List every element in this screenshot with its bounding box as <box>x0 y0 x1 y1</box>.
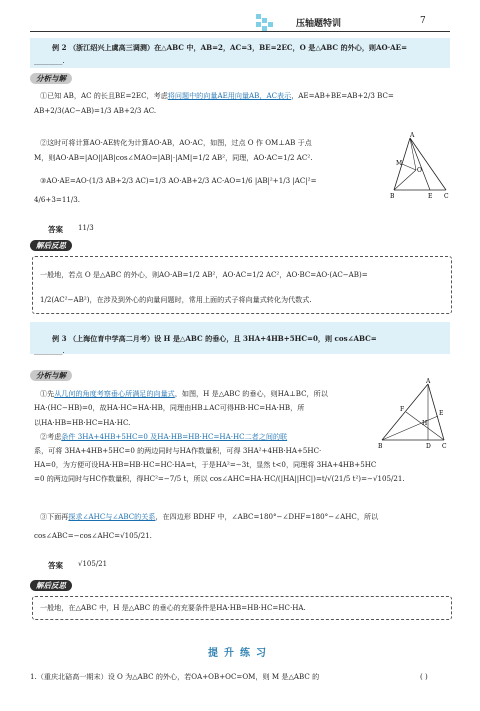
step-text: HA=0，为方便可设HA·HB=HB·HC=HC·HA=t，于是HA²=−3t，显然 t<0，同理将 3HA+4HB+5HC <box>34 460 377 469</box>
step-text: =0 的两边同时与HC作数量积，得HC²=−7/5 t，所以 cos∠AHC=HA·HC/(|HA||HC|)=t/√(21/5 t²)=−√105/21. <box>34 474 405 483</box>
step-text: ③下面再探求∠AHC与∠ABC的关系，在四边形 BDHF 中，∠ABC=180°−∠DHF=180°−∠AHC，所以 <box>40 512 379 521</box>
section-title: 提升练习 <box>208 648 272 659</box>
step-text: ③AO·AE=AO·(1/3 AB+2/3 AC)=1/3 AO·AB+2/3 AC·AO=1/6 |AB|²+1/3 |AC|²= <box>40 176 317 185</box>
point-label: A <box>426 378 431 385</box>
step-text: 以HA·HB=HB·HC=HA·HC. <box>34 418 131 427</box>
answer-label: 答案 <box>48 561 63 570</box>
point-label: D <box>426 443 431 450</box>
point-label: H <box>422 420 428 427</box>
reflection-text: 1/2(AC²−AB²)，在涉及到外心的向量问题时，常用上面的式子将向量式转化为代数式. <box>40 295 312 304</box>
reflection-box <box>32 256 452 314</box>
header-title: 压轴题特训 <box>296 19 342 29</box>
point-label: B <box>390 193 395 200</box>
point-label: C <box>444 193 449 200</box>
answer-blank: ________. <box>34 346 65 355</box>
answer-label: 答案 <box>48 225 63 234</box>
analysis-label: 分析与解 <box>30 73 72 84</box>
point-label: A <box>410 132 415 139</box>
point-label: E <box>439 410 444 417</box>
example-3-question: 例 3 （上海位育中学高二月考）设 H 是△ABC 的垂心，且 3HA+4HB+5HC=0，则 cos∠ABC= <box>52 334 377 343</box>
step-text: ②考虑条件 3HA+4HB+5HC=0 及HA·HB=HB·HC=HA·HC二者之间的联 <box>40 432 288 441</box>
point-label: O <box>417 167 422 174</box>
step-text: 4/6+3=11/3. <box>34 195 81 204</box>
answer-bracket: ( ) <box>420 672 428 681</box>
point-label: F <box>400 406 405 413</box>
answer-blank: ________. <box>34 56 65 65</box>
figure-circumcenter <box>370 132 450 200</box>
point-label: M <box>396 160 403 167</box>
step-text: HA·(HC−HB)=0，故HA·HC=HA·HB，同理由HB⊥AC可得HB·HC=HA·HB，所 <box>34 403 305 412</box>
example-2-question: 例 2 （浙江绍兴上虞高三调测）在△ABC 中，AB=2，AC=3，BE=2EC，O 是△ABC 的外心，则AO·AE= <box>52 43 408 52</box>
step-text: cos∠ABC=−cos∠AHC=√105/21. <box>34 531 152 540</box>
point-label: C <box>442 443 447 450</box>
reflection-label: 解后反思 <box>30 580 72 591</box>
header-rule <box>30 31 450 32</box>
point-label: E <box>428 193 433 200</box>
reflection-text: 一般地，在△ABC 中，H 是△ABC 的垂心的充要条件是HA·HB=HB·HC=HC·HA. <box>40 603 306 612</box>
step-text: 系，可将 3HA+4HB+5HC=0 的两边同时与HA作数量积，可得 3HA²+4HB·HA+5HC· <box>34 446 322 455</box>
decor-square <box>262 18 267 23</box>
step-text: ①先从几何的角度考察垂心所满足的向量式，如图，H 是△ABC 的垂心，则HA⊥BC，所以 <box>40 389 328 398</box>
practice-question: 1.（重庆北碚高一期末）设 O 为△ABC 的外心，若OA+OB+OC=OM，则 M 是△ABC 的 <box>30 672 320 681</box>
decor-square <box>256 14 261 19</box>
answer-value: √105/21 <box>78 560 108 568</box>
decor-square <box>268 22 273 27</box>
figure-orthocenter <box>370 378 450 452</box>
point-label: B <box>378 443 383 450</box>
reflection-label: 解后反思 <box>30 240 72 251</box>
decor-square <box>256 22 261 27</box>
reflection-text: 一般地，若点 O 是△ABC 的外心，则AO·AB=1/2 AB²，AO·AC=1/2 AC²，AO·BC=AO·(AC−AB)= <box>40 270 368 279</box>
answer-value: 11/3 <box>78 224 94 232</box>
step-text: ①已知 AB，AC 的长且BE=2EC，考虑将问题中的向量AE用向量AB，AC表示，AE=AB+BE=AB+2/3 BC= <box>40 91 394 100</box>
analysis-label: 分析与解 <box>30 370 72 381</box>
step-text: ②这时可将计算AO·AE转化为计算AO·AB，AO·AC，如图，过点 O 作 OM⊥AB 于点 <box>40 138 312 147</box>
page-header <box>0 0 480 36</box>
step-text: AB+2/3(AC−AB)=1/3 AB+2/3 AC. <box>34 106 157 115</box>
step-text: M，则AO·AB=|AO||AB|cos∠MAO=|AB|·|AM|=1/2 AB²，同理，AO·AC=1/2 AC². <box>34 153 313 162</box>
page-number: 7 <box>420 16 426 26</box>
